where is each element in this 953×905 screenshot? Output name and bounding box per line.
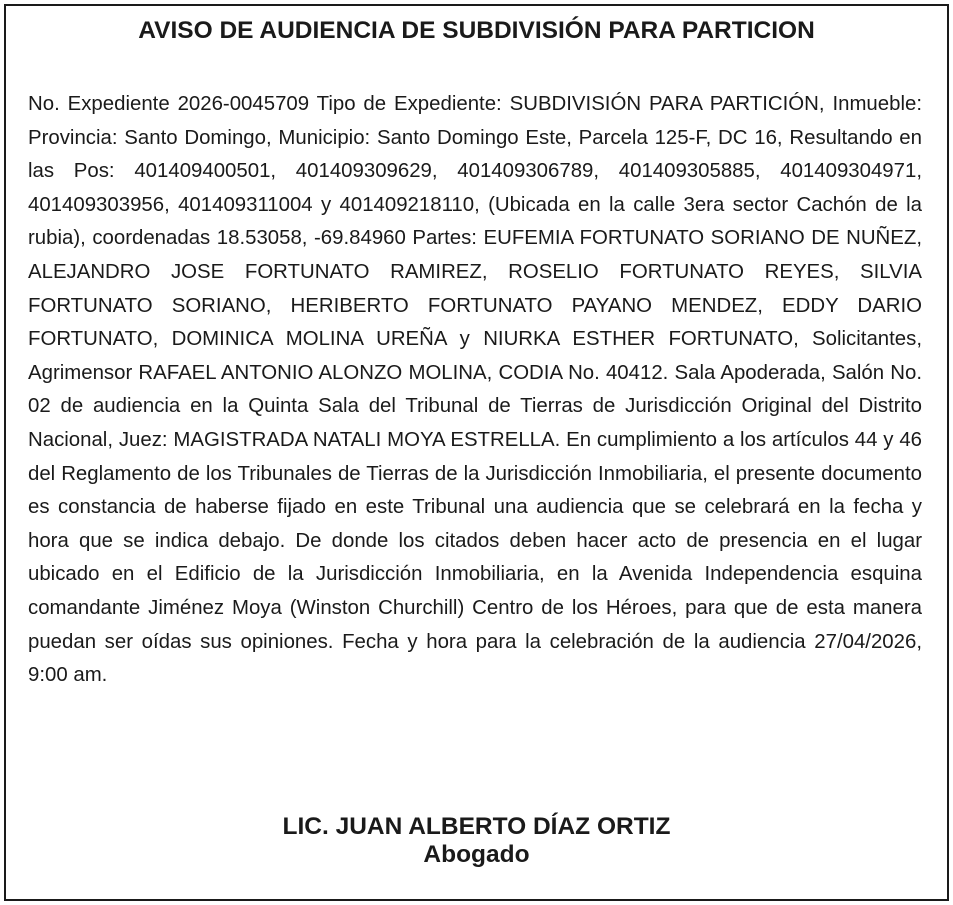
notice-body: No. Expediente 2026-0045709 Tipo de Expediente: SUBDIVISIÓN PARA PARTICIÓN, Inmueble: Provincia: Santo Domingo, Municipio: Santo Domingo Este, Parcela 125-F, DC 16, Resultando en las Pos: 401409400501, 401409309629, 401409306789, 401409305885, 401409304971, 401409303956, 401409311004 y 401409218110, (Ubicada en la calle 3era sector Cachón de la rubia), coordenadas 18.53058, -69.84960 Partes: EUFEMIA FORTUNATO SORIANO DE NUÑEZ, ALEJANDRO JOSE FORTUNATO RAMIREZ, ROSELIO FORTUNATO REYES, SILVIA FORTUNATO SORIANO, HERIBERTO FORTUNATO PAYANO MENDEZ, EDDY DARIO FORTUNATO, DOMINICA MOLINA UREÑA y NIURKA ESTHER FORTUNATO, Solicitantes, Agrimensor RAFAEL ANTONIO ALONZO MOLINA, CODIA No. 40412. Sala Apoderada, Salón No. 02 de audiencia en la Quinta Sala del Tribunal de Tierras de Jurisdicción Original del Distrito Nacional, Juez: MAGISTRADA NATALI MOYA ESTRELLA. En cumplimiento a los artículos 44 y 46 del Reglamento de los Tribunales de Tierras de la Jurisdicción Inmobiliaria, el presente documento es constancia de haberse fijado en este Tribunal una audiencia que se celebrará en la fecha y hora que se indica debajo. De donde los citados deben hacer acto de presencia en el lugar ubicado en el Edificio de la Jurisdicción Inmobiliaria, en la Avenida Independencia esquina comandante Jiménez Moya (Winston Churchill) Centro de los Héroes, para que de esta manera puedan ser oídas sus opiniones. Fecha y hora para la celebración de la audiencia 27/04/2026, 9:00 am. [28,93,922,687]
signature-block [6,813,947,868]
signature-name: LIC. JUAN ALBERTO DÍAZ ORTIZ [282,813,671,840]
signature-role: Abogado [423,841,530,868]
notice-title: AVISO DE AUDIENCIA DE SUBDIVISIÓN PARA PARTICION [138,17,815,44]
notice-box [4,4,949,901]
